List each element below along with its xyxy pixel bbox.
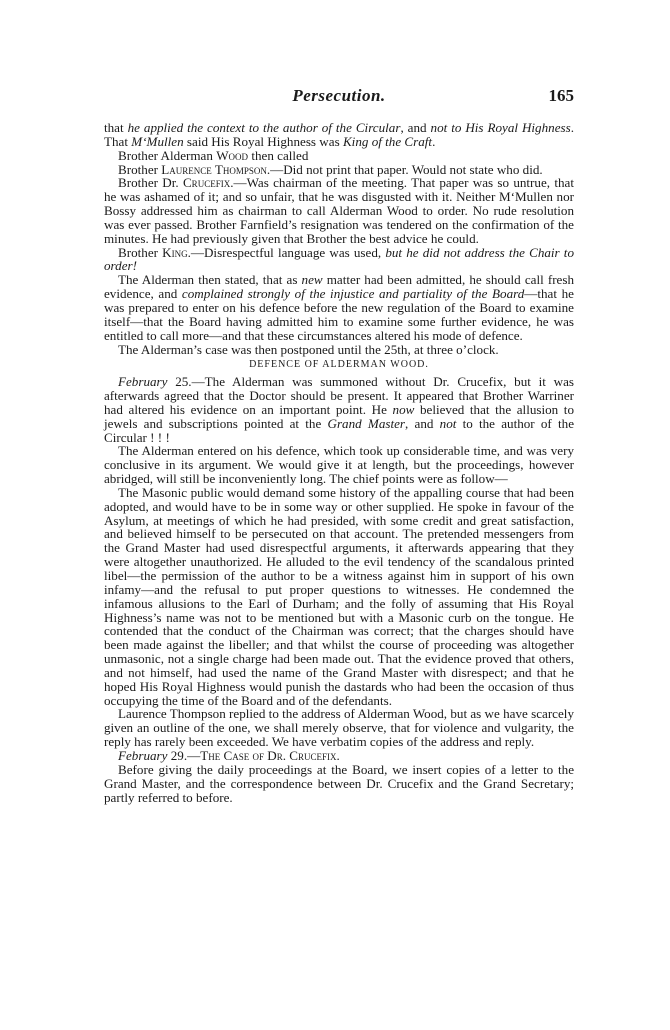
paragraph (104, 273, 574, 342)
text-run: .—Did not print that paper. Would not state who did. (266, 161, 543, 177)
text-run: The Alderman entered on his defence, which took up considerable time, and was very conclusive in its argument. We would give it at length, but the proceedings, however abridged, will still be inconveniently long. The chief points were as follow— (104, 443, 574, 487)
paragraph (104, 121, 574, 149)
text-run: Brother Dr. (118, 175, 183, 191)
italic-text: M‘Mullen (131, 133, 184, 149)
text-run: Before giving the daily proceedings at the Board, we insert copies of a letter to the Grand Master, and the correspondence between Dr. Crucefix and the Grand Secretary; partly referred to before. (104, 761, 574, 805)
text-run: . (432, 133, 436, 149)
text-run: .—Disrespectful language was used, (187, 244, 386, 260)
paragraph (104, 375, 574, 444)
text-run: Brother Alderman (118, 147, 217, 163)
text-run: The Alderman’s case was then postponed until the 25th, at three o’clock. (118, 341, 499, 357)
text-run: Brother (118, 244, 163, 260)
small-caps-text: Crucefix (182, 175, 231, 191)
italic-text: February (118, 374, 168, 390)
paragraph (104, 176, 574, 245)
page-header (104, 86, 574, 110)
text-run: said His Royal Highness was (183, 133, 343, 149)
paragraph (104, 486, 574, 708)
italic-text: complained strongly of the injustice and partiality of the Board (181, 286, 525, 302)
italic-text: not (439, 415, 457, 431)
text-run: Brother (118, 161, 162, 177)
small-caps-text: Laurence Thompson (161, 161, 267, 177)
text-run: The Masonic public would demand some history of the appalling course that had been adopted, and would have to be in some way or other supplied. He spoke in favour of the Asylum, at meetings of which he had presided, with some credit and great satisfaction, and believed himself to be persecuted on that account. The pretended messengers from the Grand Master had used disrespectful arguments, it afterwards appearing that they were altogether unauthorized. He alluded to the evil tendency of the scandalous printed libel—the permission of the author to be a witness against him in support of his own infamy—and the refusal to put proper questions to witnesses. He condemned the infamous allusions to the Earl of Durham; and the folly of assuming that His Royal Highness’s name was not to be mentioned but with a Masonic curb on the tongue. He contended that the conduct of the Chairman was correct; that the charges should have been made against the libeller; and that whilst the course of proceeding was altogether unmasonic, not a single charge had been made out. That the evidence proved that others, and not himself, had used the name of the Grand Master with disrespect; and that he hoped His Royal Highness would punish the dastards who had been the occasion of thus occupying the time of the Board and of the defendants. (104, 484, 574, 708)
text-run: . That (104, 120, 574, 149)
small-caps-text: The Case of Dr. Crucefix (200, 747, 337, 763)
text-run: , and (400, 120, 431, 135)
italic-text: King of the Craft (342, 133, 433, 149)
paragraph (104, 163, 574, 177)
text-run: —that he was prepared to enter on his defence before the new regulation of the Board to examine itself—that the Board having admitted him to examine some further evidence, he was entitled to call more—and that these circumstances altered his mode of defence. (104, 286, 574, 343)
text-run: 25.—The Alderman was summoned without Dr. Crucefix, but it was afterwards agreed that the Doctor should be present. It appeared that Brother Warriner had altered his evidence on an important point. He (104, 374, 574, 417)
italic-text: new (301, 272, 323, 288)
text-run: 29.— (167, 747, 201, 763)
text-run: . (336, 747, 340, 763)
section-heading (104, 358, 574, 372)
paragraph (104, 707, 574, 749)
text-run: matter had been admitted, he should call fresh evidence, and (104, 272, 575, 302)
text-run: that (104, 120, 128, 135)
paragraph (104, 444, 574, 486)
paragraph (104, 246, 574, 274)
paragraph (104, 763, 574, 805)
text-run: DEFENCE OF ALDERMAN WOOD. (249, 359, 429, 371)
page-number: 165 (548, 86, 574, 105)
italic-text: Grand Master (327, 415, 406, 431)
text-run: , and (405, 415, 440, 431)
text-run: to the author of the Circular ! ! ! (104, 415, 575, 445)
small-caps-text: King (162, 244, 188, 260)
italic-text: he applied the context to the author of the Circular (127, 120, 401, 135)
paragraph (104, 343, 574, 357)
paragraph (104, 149, 574, 163)
italic-text: not to His Royal Highness (430, 120, 571, 135)
body-text (104, 121, 574, 804)
paragraph (104, 749, 574, 763)
text-run: then called (248, 147, 309, 163)
running-title: Persecution. (292, 86, 386, 105)
italic-text: but he did not address the Chair to order! (104, 244, 574, 274)
text-run: Laurence Thompson replied to the address of Alderman Wood, but as we have scarcely given an outline of the one, we shall merely observe, that for violence and vulgarity, the reply has rarely been exceeded. We have verbatim copies of the address and reply. (104, 706, 574, 750)
small-caps-text: Wood (216, 147, 249, 163)
text-run: believed that the allusion to jewels and subscriptions pointed at the (104, 401, 574, 431)
text-run: .—Was chairman of the meeting. That paper was so untrue, that he was ashamed of it; and so unfair, that he was disgusted with it. Neither M‘Mullen nor Bossy addressed him as chairman to call Alderman Wood to order. No rude resolution was ever passed. Brother Farnfield’s resignation was tendered on the confirmation of the minutes. He had previously given that Brother the best advice he could. (104, 175, 574, 246)
italic-text: February (118, 747, 168, 763)
text-run: The Alderman then stated, that as (118, 272, 302, 288)
italic-text: now (392, 401, 415, 417)
